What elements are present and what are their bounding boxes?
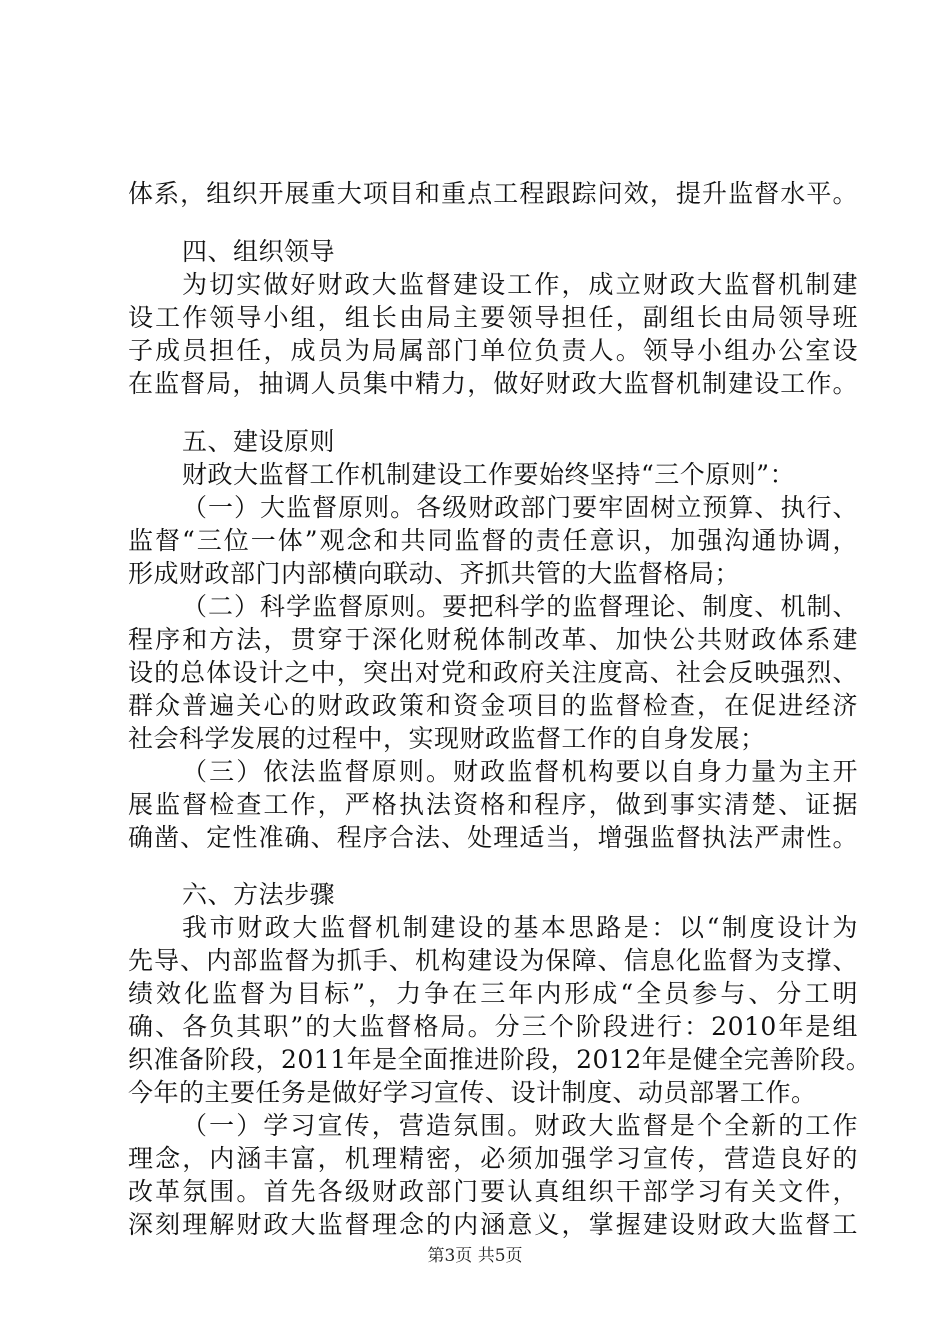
paragraph-line: 确、各负其职”的大监督格局。分三个阶段进行：2010年是组 <box>128 1012 858 1041</box>
paragraph-line: 财政大监督工作机制建设工作要始终坚持“三个原则”： <box>182 460 796 489</box>
paragraph-line: 绩效化监督为目标”，力争在三年内形成“全员参与、分工明 <box>128 979 858 1008</box>
section-heading-principles: 五、建设原则 <box>182 427 336 456</box>
paragraph-line: 确凿、定性准确、程序合法、处理适当，增强监督执法严肃性。 <box>128 823 858 852</box>
paragraph-line: 织准备阶段，2011年是全面推进阶段，2012年是健全完善阶段。 <box>128 1045 872 1074</box>
paragraph-line: 改革氛围。首先各级财政部门要认真组织干部学习有关文件， <box>128 1177 858 1206</box>
paragraph-line: （二）科学监督原则。要把科学的监督理论、制度、机制、 <box>182 592 858 621</box>
paragraph-line: 设工作领导小组，组长由局主要领导担任，副组长由局领导班 <box>128 303 858 332</box>
paragraph-line: 体系，组织开展重大项目和重点工程跟踪问效，提升监督水平。 <box>128 179 858 208</box>
paragraph-line: 在监督局，抽调人员集中精力，做好财政大监督机制建设工作。 <box>128 369 858 398</box>
paragraph-line: 子成员担任，成员为局属部门单位负责人。领导小组办公室设 <box>128 336 858 365</box>
paragraph-line: 社会科学发展的过程中，实现财政监督工作的自身发展； <box>128 724 766 753</box>
page-number-footer: 第3页 共5页 <box>427 1246 523 1266</box>
paragraph-line: 今年的主要任务是做好学习宣传、设计制度、动员部署工作。 <box>128 1078 817 1107</box>
paragraph-line: 形成财政部门内部横向联动、齐抓共管的大监督格局； <box>128 559 741 588</box>
paragraph-line: 深刻理解财政大监督理念的内涵意义，掌握建设财政大监督工 <box>128 1210 858 1239</box>
section-heading-organization: 四、组织领导 <box>182 237 336 266</box>
paragraph-line: （一）学习宣传，营造氛围。财政大监督是个全新的工作 <box>182 1111 858 1140</box>
paragraph-line: 我市财政大监督机制建设的基本思路是：以“制度设计为 <box>182 913 858 942</box>
paragraph-line: 设的总体设计之中，突出对党和政府关注度高、社会反映强烈、 <box>128 658 858 687</box>
paragraph-line: 程序和方法，贯穿于深化财税体制改革、加快公共财政体系建 <box>128 625 858 654</box>
paragraph-line: 展监督检查工作，严格执法资格和程序，做到事实清楚、证据 <box>128 790 858 819</box>
paragraph-line: 理念，内涵丰富，机理精密，必须加强学习宣传，营造良好的 <box>128 1144 858 1173</box>
paragraph-line: 先导、内部监督为抓手、机构建设为保障、信息化监督为支撑、 <box>128 946 858 975</box>
paragraph-line: 群众普遍关心的财政政策和资金项目的监督检查，在促进经济 <box>128 691 858 720</box>
paragraph-line: 为切实做好财政大监督建设工作，成立财政大监督机制建 <box>182 270 858 299</box>
paragraph-line: （一）大监督原则。各级财政部门要牢固树立预算、执行、 <box>182 493 858 522</box>
paragraph-line: （三）依法监督原则。财政监督机构要以自身力量为主开 <box>182 757 858 786</box>
section-heading-methods: 六、方法步骤 <box>182 880 336 909</box>
paragraph-line: 监督“三位一体”观念和共同监督的责任意识，加强沟通协调， <box>128 526 858 555</box>
